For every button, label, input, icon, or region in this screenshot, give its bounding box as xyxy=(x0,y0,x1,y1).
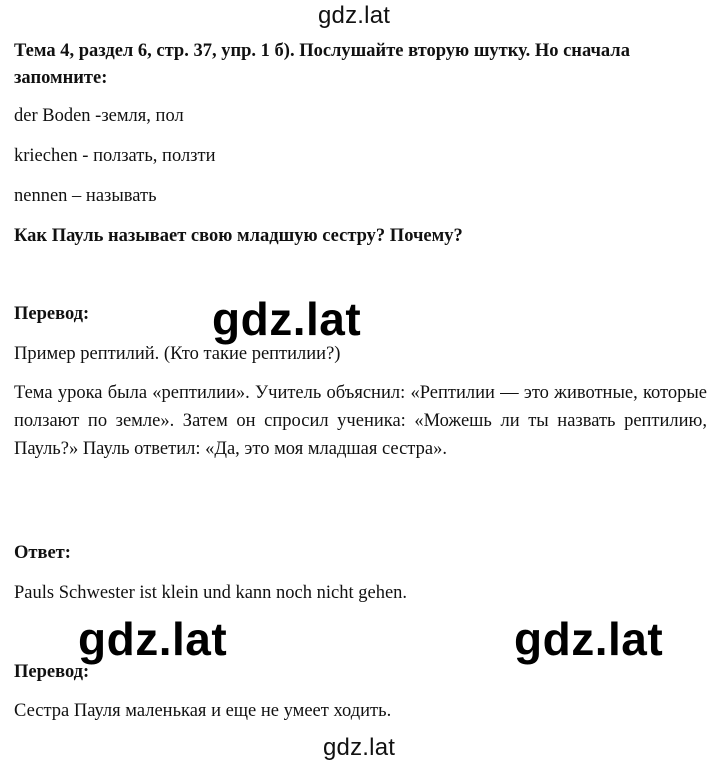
translation-label: Перевод: xyxy=(14,304,90,324)
task-heading-line1: Тема 4, раздел 6, стр. 37, упр. 1 б). Послушайте вторую шутку. Но сначала xyxy=(14,41,630,61)
watermark-bottom: gdz.lat xyxy=(323,734,396,761)
translation-title: Пример рептилий. (Кто такие рептилии?) xyxy=(14,344,341,364)
watermark-right: gdz.lat xyxy=(514,613,664,665)
task-question: Как Пауль называет свою младшую сестру? Почему? xyxy=(14,226,463,246)
watermark-center: gdz.lat xyxy=(212,293,362,345)
answer-label: Ответ: xyxy=(14,543,71,563)
vocab-item: nennen – называть xyxy=(14,186,157,206)
translation-paragraph: Тема урока была «рептилии». Учитель объяснил: «Рептилии — это животные, которые ползают по земле». Затем он спросил ученика: «Можешь ли ты назвать рептилию, Пауль?» Пауль ответил: «Да, это моя младшая сестра». xyxy=(14,383,707,459)
vocab-item: kriechen - ползать, ползти xyxy=(14,146,216,166)
task-heading-line2: запомните: xyxy=(14,68,108,88)
watermark-top: gdz.lat xyxy=(318,2,391,29)
vocab-item: der Boden -земля, пол xyxy=(14,106,184,126)
watermark-left: gdz.lat xyxy=(78,613,228,665)
answer-text: Pauls Schwester ist klein und kann noch nicht gehen. xyxy=(14,583,408,603)
translation-label: Перевод: xyxy=(14,662,90,682)
translation-text: Сестра Пауля маленькая и еще не умеет ходить. xyxy=(14,701,392,721)
